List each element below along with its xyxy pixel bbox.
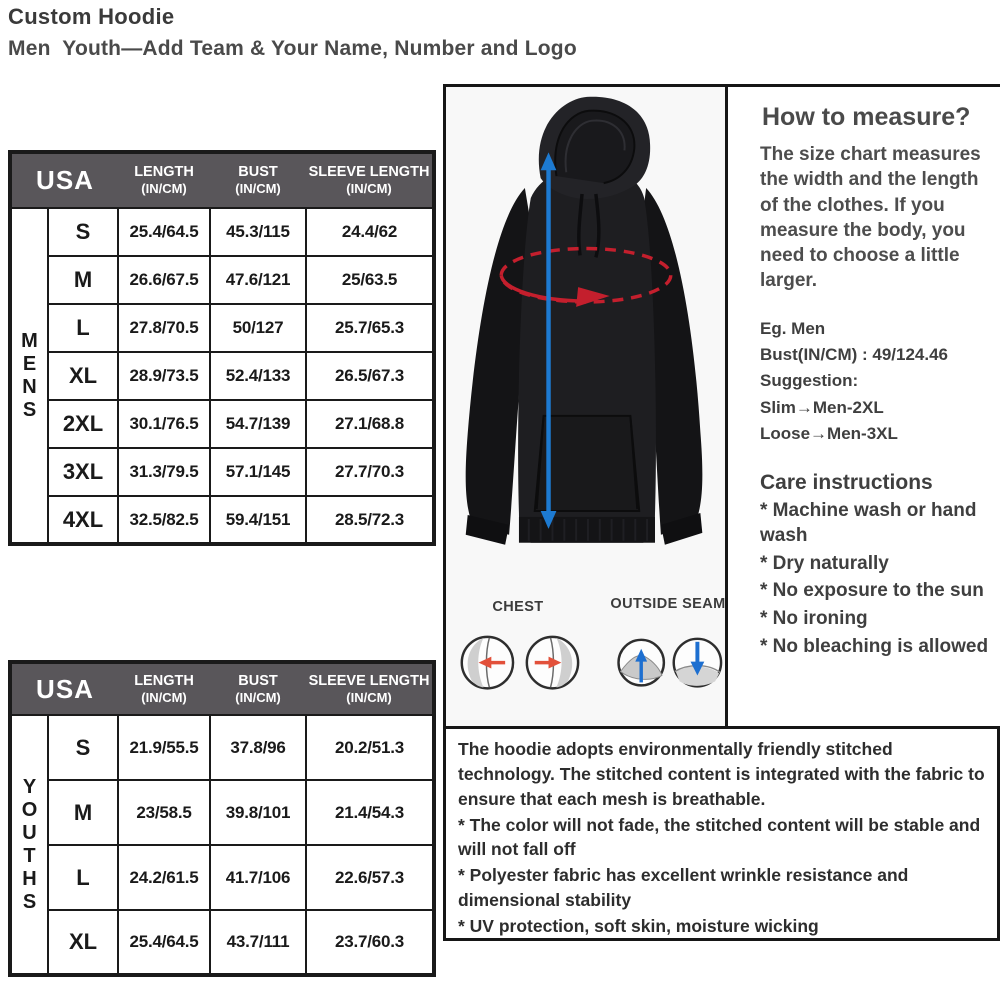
value-cell: 26.5/67.3 [306,352,434,400]
care-instruction-item: * Machine wash or hand wash [760,500,977,546]
product-note-line: The hoodie adopts environmentally friendly stitched technology. The stitched content is integrated with the fabric to ensure that each mesh is breathable. [458,739,985,809]
group-letter: N [22,375,37,398]
value-cell: 20.2/51.3 [306,715,434,780]
care-instruction-item: * No bleaching is allowed [760,635,989,657]
mens-size-row [10,352,434,400]
value-cell: 24.4/62 [306,208,434,256]
care-instructions-list [760,499,998,659]
mens-size-row [10,448,434,496]
group-letter: O [21,798,38,821]
page-title: Custom Hoodie [8,4,175,29]
value-cell: 25/63.5 [306,256,434,304]
column-unit: (IN/CM) [235,689,281,705]
product-note-line: * The color will not fade, the stitched content will be stable and will not fall off [458,814,981,860]
value-cell: 59.4/151 [210,496,306,544]
group-letter: M [21,329,38,352]
sizing-example-line: Bust(IN/CM) : 49/124.46 [760,344,948,364]
chest-label: CHEST [492,599,544,615]
value-cell: 27.8/70.5 [118,304,210,352]
group-letter: Y [22,775,37,798]
mens-size-table [8,150,436,546]
value-cell: 45.3/115 [210,208,306,256]
size-cell: XL [48,352,118,400]
value-cell: 43.7/111 [210,910,306,975]
usa-header-cell: USA [10,152,118,208]
value-cell: 31.3/79.5 [118,448,210,496]
group-letter: S [22,398,37,421]
care-instruction-item: * No exposure to the sun [760,580,984,602]
group-letter: E [22,352,37,375]
youths-size-row [10,715,434,780]
hoodie-illustration [446,87,725,726]
size-cell: S [48,208,118,256]
size-cell: XL [48,910,118,975]
youths-size-row [10,910,434,975]
column-unit: (IN/CM) [141,181,187,197]
page-subtitle: Men Youth—Add Team & Your Name, Number and Logo [8,37,577,60]
sizing-example [760,316,992,448]
youths-size-row [10,780,434,845]
value-cell: 52.4/133 [210,352,306,400]
column-unit: (IN/CM) [235,181,281,197]
care-instruction-item: * No ironing [760,608,868,630]
hoodie-measure-panel [443,84,728,726]
column-label: LENGTH [134,672,194,689]
mens-size-row [10,304,434,352]
column-label: LENGTH [134,164,194,181]
value-cell: 23.7/60.3 [306,910,434,975]
youths-size-row [10,845,434,910]
value-cell: 25.4/64.5 [118,910,210,975]
column-label: SLEEVE LENGTH [308,164,430,181]
product-note-line: * UV protection, soft skin, moisture wicking [458,915,819,936]
value-cell: 54.7/139 [210,400,306,448]
value-cell: 27.1/68.8 [306,400,434,448]
length-column-header [118,152,210,208]
sizing-example-line: Loose→Men-3XL [760,423,898,443]
value-cell: 41.7/106 [210,845,306,910]
youths-size-table [8,660,436,977]
group-letter: H [22,867,37,890]
value-cell: 50/127 [210,304,306,352]
sizing-example-line: Suggestion: [760,371,859,391]
sizing-example-line: Eg. Men [760,318,826,338]
size-cell: 3XL [48,448,118,496]
value-cell: 32.5/82.5 [118,496,210,544]
outside-seam-label: OUTSIDE SEAM [610,596,726,612]
chest-measure-left-icon [462,637,513,689]
group-letter: S [22,890,37,913]
value-cell: 23/58.5 [118,780,210,845]
value-cell: 47.6/121 [210,256,306,304]
size-cell: M [48,256,118,304]
outside-seam-up-icon [619,640,664,686]
mens-group-label [10,208,48,544]
size-cell: 2XL [48,400,118,448]
column-label: SLEEVE LENGTH [308,672,430,689]
value-cell: 28.5/72.3 [306,496,434,544]
size-cell: M [48,780,118,845]
value-cell: 30.1/76.5 [118,400,210,448]
care-instruction-item: * Dry naturally [760,552,889,574]
product-note-line: * Polyester fabric has excellent wrinkle resistance and dimensional stability [458,865,909,911]
care-instructions-heading: Care instructions [760,471,933,495]
mens-size-row [10,496,434,544]
group-letter: T [23,844,36,867]
length-column-header [118,662,210,715]
value-cell: 28.9/73.5 [118,352,210,400]
column-label: BUST [238,164,278,181]
mens-size-row [10,256,434,304]
size-cell: L [48,845,118,910]
mens-table-header-row [10,152,434,208]
sleeve-column-header [306,152,434,208]
outside-seam-down-icon [674,639,721,687]
sleeve-column-header [306,662,434,715]
value-cell: 22.6/57.3 [306,845,434,910]
size-cell: L [48,304,118,352]
bust-column-header [210,152,306,208]
sizing-example-line: Slim→Men-2XL [760,397,884,417]
usa-header-cell: USA [10,662,118,715]
group-letter: U [22,821,37,844]
size-cell: 4XL [48,496,118,544]
column-label: BUST [238,672,278,689]
value-cell: 26.6/67.5 [118,256,210,304]
mens-size-row [10,208,434,256]
value-cell: 25.4/64.5 [118,208,210,256]
column-unit: (IN/CM) [141,689,187,705]
mens-size-row [10,400,434,448]
value-cell: 57.1/145 [210,448,306,496]
value-cell: 24.2/61.5 [118,845,210,910]
how-to-measure-text: The size chart measures the width and the length of the clothes. If you measure the body, you need to choose a little larger. [760,144,981,292]
how-to-measure-panel [728,84,1000,726]
youths-table-header-row [10,662,434,715]
chest-measure-right-icon [527,637,578,689]
column-unit: (IN/CM) [346,689,392,705]
youths-group-label [10,715,48,975]
how-to-measure-heading: How to measure? [762,103,971,131]
size-cell: S [48,715,118,780]
product-notes-box [443,726,1000,941]
value-cell: 21.9/55.5 [118,715,210,780]
value-cell: 37.8/96 [210,715,306,780]
value-cell: 27.7/70.3 [306,448,434,496]
bust-column-header [210,662,306,715]
value-cell: 39.8/101 [210,780,306,845]
value-cell: 21.4/54.3 [306,780,434,845]
column-unit: (IN/CM) [346,181,392,197]
value-cell: 25.7/65.3 [306,304,434,352]
